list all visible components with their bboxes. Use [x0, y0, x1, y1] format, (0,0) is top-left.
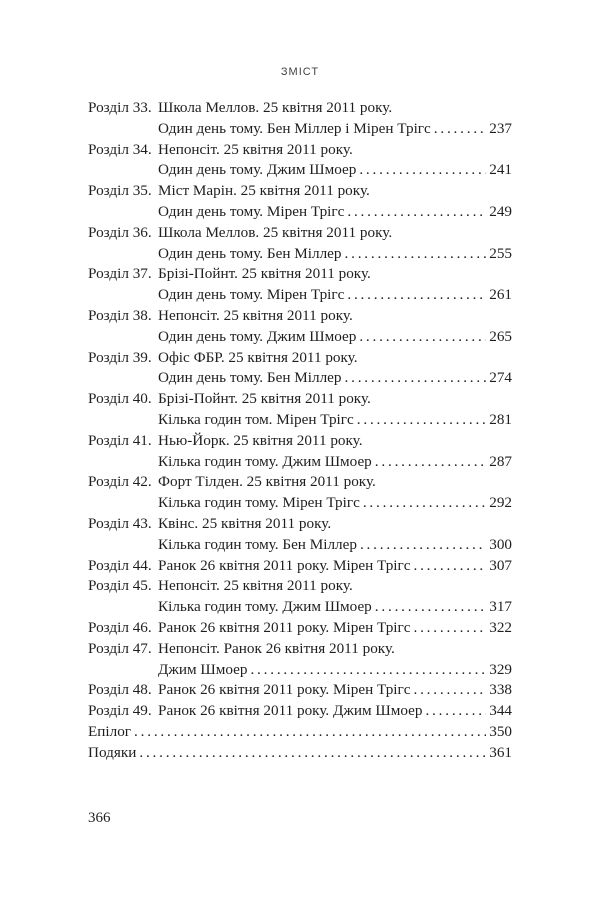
dot-leader — [250, 660, 486, 681]
chapter-label: Розділ 45. — [88, 577, 152, 595]
entry-title: Брізі-Пойнт. 25 квітня 2011 року. — [158, 390, 371, 408]
toc-entry-line — [88, 618, 512, 639]
table-of-contents — [88, 98, 512, 764]
entry-title: Нью-Йорк. 25 квітня 2011 року. — [158, 431, 363, 449]
entry-page-number: 274 — [489, 369, 512, 387]
dot-leader — [413, 680, 486, 701]
chapter-label: Розділ 33. — [88, 99, 152, 116]
entry-title: Епілог — [88, 722, 132, 740]
entry-page-number: 281 — [489, 410, 512, 428]
entry-title: Один день тому. Бен Міллер — [158, 244, 342, 262]
toc-entry-line — [88, 680, 512, 701]
entry-page-number: 322 — [489, 618, 512, 636]
entry-page-number: 338 — [489, 681, 512, 699]
toc-entry-line — [88, 264, 512, 285]
chapter-label: Розділ 44. — [88, 556, 152, 574]
toc-entry-line — [88, 472, 512, 493]
chapter-label: Розділ 39. — [88, 348, 152, 366]
entry-title: Непонсіт. 25 квітня 2011 року. — [158, 140, 353, 158]
entry-title: Непонсіт. 25 квітня 2011 року. — [158, 577, 353, 595]
toc-entry-line — [88, 368, 512, 389]
entry-page-number: 292 — [489, 494, 512, 512]
entry-title: Один день тому. Мірен Трігс — [158, 202, 345, 220]
toc-entry-line — [88, 160, 512, 181]
entry-title: Кілька годин тому. Джим Шмоер — [158, 452, 372, 470]
dot-leader — [360, 535, 486, 556]
toc-entry-line — [88, 285, 512, 306]
entry-title: Кілька годин тому. Мірен Трігс — [158, 494, 360, 512]
toc-entry-line — [88, 140, 512, 161]
entry-title: Один день тому. Мірен Трігс — [158, 286, 345, 304]
dot-leader — [139, 743, 486, 764]
toc-entry-line — [88, 576, 512, 597]
chapter-label: Розділ 43. — [88, 514, 152, 532]
chapter-label: Розділ 40. — [88, 390, 152, 408]
entry-title: Кілька годин тому. Бен Міллер — [158, 535, 357, 553]
chapter-label: Розділ 37. — [88, 265, 152, 283]
entry-title: Міст Марін. 25 квітня 2011 року. — [158, 182, 370, 200]
dot-leader — [347, 202, 486, 223]
dot-leader — [425, 701, 486, 722]
entry-page-number: 261 — [489, 286, 512, 304]
entry-page-number: 344 — [489, 702, 512, 720]
entry-title: Квінс. 25 квітня 2011 року. — [158, 514, 332, 532]
entry-page-number: 255 — [489, 244, 512, 262]
running-head: ЗМІСТ — [280, 66, 320, 78]
toc-entry-line — [88, 327, 512, 348]
page-number: 366 — [88, 810, 111, 826]
toc-entry-line — [88, 514, 512, 535]
entry-page-number: 307 — [489, 556, 512, 574]
toc-entry-line — [88, 701, 512, 722]
toc-entry-line — [88, 119, 512, 140]
dot-leader — [375, 597, 486, 618]
toc-entry-line — [88, 202, 512, 223]
dot-leader — [345, 244, 487, 265]
chapter-label: Розділ 41. — [88, 431, 152, 449]
entry-page-number: 287 — [489, 452, 512, 470]
entry-title: Непонсіт. Ранок 26 квітня 2011 року. — [158, 639, 395, 657]
chapter-label: Розділ 46. — [88, 618, 152, 636]
dot-leader — [434, 119, 486, 140]
entry-title: Кілька годин тому. Джим Шмоер — [158, 598, 372, 616]
entry-title: Подяки — [88, 743, 137, 761]
dot-leader — [413, 556, 486, 577]
entry-title: Ранок 26 квітня 2011 року. Мірен Трігс — [158, 681, 411, 699]
dot-leader — [347, 285, 486, 306]
entry-page-number: 249 — [489, 202, 512, 220]
entry-title: Джим Шмоер — [158, 660, 248, 678]
toc-entry-line — [88, 348, 512, 369]
dot-leader — [357, 410, 486, 431]
toc-entry-line — [88, 660, 512, 681]
chapter-label: Розділ 42. — [88, 473, 152, 491]
entry-title: Один день тому. Бен Міллер — [158, 369, 342, 387]
chapter-label: Розділ 48. — [88, 681, 152, 699]
toc-entry-line — [88, 535, 512, 556]
toc-entry-line — [88, 181, 512, 202]
chapter-label: Розділ 47. — [88, 639, 152, 657]
entry-title: Брізі-Пойнт. 25 квітня 2011 року. — [158, 265, 371, 283]
dot-leader — [363, 493, 486, 514]
chapter-label: Розділ 49. — [88, 702, 152, 720]
toc-entry-line — [88, 556, 512, 577]
entry-title: Школа Меллов. 25 квітня 2011 року. — [158, 99, 393, 116]
entry-title: Ранок 26 квітня 2011 року. Джим Шмоер — [158, 702, 423, 720]
chapter-label: Розділ 35. — [88, 182, 152, 200]
toc-entry-line — [88, 223, 512, 244]
chapter-label: Розділ 34. — [88, 140, 152, 158]
chapter-label: Розділ 38. — [88, 306, 152, 324]
dot-leader — [345, 368, 487, 389]
entry-title: Офіс ФБР. 25 квітня 2011 року. — [158, 348, 358, 366]
toc-entry-line — [88, 639, 512, 660]
toc-entry-line — [88, 98, 512, 119]
toc-entry-line — [88, 743, 512, 764]
entry-title: Форт Тілден. 25 квітня 2011 року. — [158, 473, 376, 491]
toc-entry-line — [88, 431, 512, 452]
entry-page-number: 317 — [489, 598, 512, 616]
entry-page-number: 241 — [489, 161, 512, 179]
entry-title: Кілька годин том. Мірен Трігс — [158, 410, 354, 428]
toc-entry-line — [88, 244, 512, 265]
toc-entry-line — [88, 493, 512, 514]
dot-leader — [375, 452, 486, 473]
dot-leader — [413, 618, 486, 639]
entry-page-number: 300 — [489, 535, 512, 553]
entry-page-number: 361 — [489, 743, 512, 761]
entry-page-number: 350 — [489, 722, 512, 740]
entry-page-number: 265 — [489, 327, 512, 345]
chapter-label: Розділ 36. — [88, 223, 152, 241]
entry-title: Один день тому. Бен Міллер і Мірен Трігс — [158, 119, 431, 137]
toc-entry-line — [88, 452, 512, 473]
dot-leader — [134, 722, 486, 743]
toc-entry-line — [88, 722, 512, 743]
toc-entry-line — [88, 410, 512, 431]
toc-entry-line — [88, 597, 512, 618]
dot-leader — [359, 160, 486, 181]
toc-entry-line — [88, 389, 512, 410]
dot-leader — [359, 327, 486, 348]
entry-title: Ранок 26 квітня 2011 року. Мірен Трігс — [158, 618, 411, 636]
entry-title: Школа Меллов. 25 квітня 2011 року. — [158, 223, 393, 241]
entry-page-number: 237 — [489, 119, 512, 137]
entry-title: Один день тому. Джим Шмоер — [158, 327, 357, 345]
entry-title: Ранок 26 квітня 2011 року. Мірен Трігс — [158, 556, 411, 574]
entry-title: Непонсіт. 25 квітня 2011 року. — [158, 306, 353, 324]
entry-page-number: 329 — [489, 660, 512, 678]
toc-entry-line — [88, 306, 512, 327]
entry-title: Один день тому. Джим Шмоер — [158, 161, 357, 179]
